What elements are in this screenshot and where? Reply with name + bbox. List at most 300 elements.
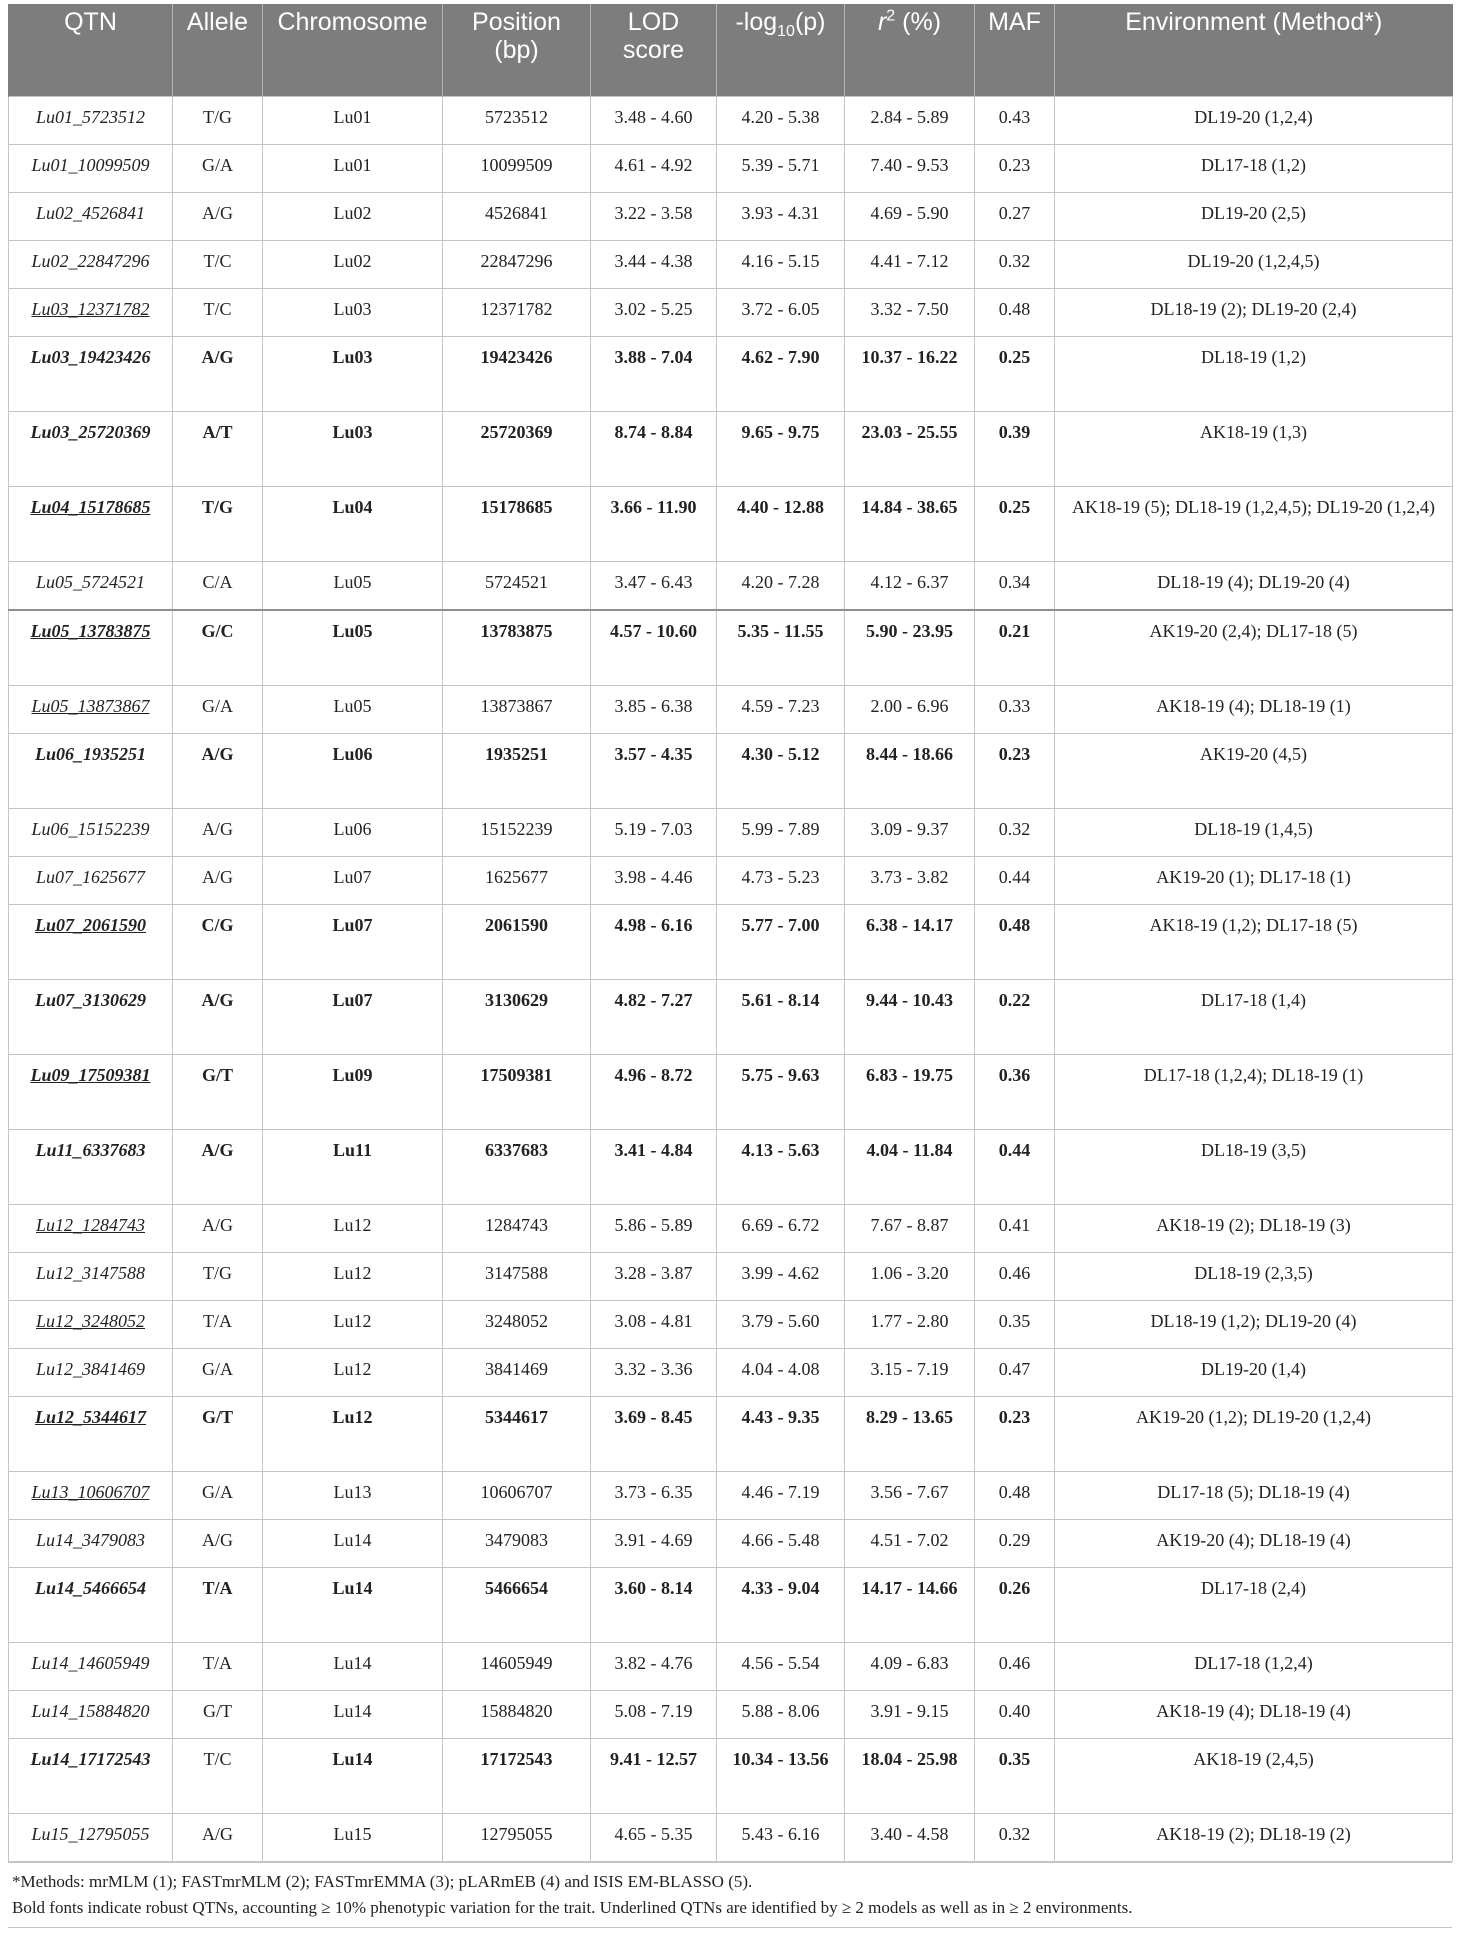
logp-cell <box>717 1301 845 1349</box>
maf-cell <box>975 97 1055 145</box>
lod-cell-text: 5.08 - 7.19 <box>614 1701 693 1721</box>
chromosome-cell <box>263 412 443 487</box>
qtn-cell <box>9 145 173 193</box>
maf-cell <box>975 857 1055 905</box>
logp-cell-text: 5.43 - 6.16 <box>741 1824 820 1844</box>
chromosome-cell-text: Lu02 <box>333 203 372 223</box>
environment-cell-text: AK19-20 (4); DL18-19 (4) <box>1156 1530 1351 1550</box>
chromosome-cell-text: Lu09 <box>332 1065 373 1085</box>
position-cell-text: 22847296 <box>480 251 553 271</box>
lod-cell-text: 3.44 - 4.38 <box>614 251 693 271</box>
r2-cell-text: 3.09 - 9.37 <box>870 819 949 839</box>
r2-cell-text: 2.84 - 5.89 <box>870 107 949 127</box>
r2-cell-text: 10.37 - 16.22 <box>861 347 958 367</box>
logp-cell-text: 5.77 - 7.00 <box>741 915 820 935</box>
position-cell <box>443 1568 591 1643</box>
position-cell <box>443 97 591 145</box>
qtn-cell <box>9 1253 173 1301</box>
chromosome-cell <box>263 289 443 337</box>
environment-cell-text: DL18-19 (1,2); DL19-20 (4) <box>1150 1311 1357 1331</box>
lod-cell-text: 3.66 - 11.90 <box>610 497 697 517</box>
maf-cell-text: 0.33 <box>998 696 1031 716</box>
maf-cell-text: 0.27 <box>998 203 1031 223</box>
allele-cell <box>173 412 263 487</box>
table-row <box>9 241 1453 289</box>
logp-cell <box>717 337 845 412</box>
qtn-cell-text: Lu12_3248052 <box>35 1311 145 1331</box>
allele-cell-text: T/C <box>203 1749 232 1769</box>
allele-cell <box>173 1205 263 1253</box>
r2-cell <box>845 610 975 686</box>
maf-cell <box>975 289 1055 337</box>
lod-cell-text: 5.86 - 5.89 <box>614 1215 693 1235</box>
header-lod-line2: score <box>622 36 685 64</box>
logp-cell <box>717 1568 845 1643</box>
qtn-cell <box>9 809 173 857</box>
lod-cell <box>591 1472 717 1520</box>
maf-cell <box>975 412 1055 487</box>
header-logp <box>717 4 845 97</box>
maf-cell <box>975 1691 1055 1739</box>
allele-cell-text: G/A <box>202 1482 233 1502</box>
r2-cell-text: 4.04 - 11.84 <box>866 1140 953 1160</box>
lod-cell <box>591 1643 717 1691</box>
position-cell <box>443 1472 591 1520</box>
chromosome-cell-text: Lu02 <box>333 251 372 271</box>
r2-cell <box>845 1397 975 1472</box>
environment-cell <box>1055 734 1453 809</box>
position-cell-text: 10099509 <box>480 155 553 175</box>
position-cell-text: 3130629 <box>485 990 548 1010</box>
environment-cell-text: DL18-19 (4); DL19-20 (4) <box>1157 572 1350 592</box>
chromosome-cell-text: Lu03 <box>332 347 373 367</box>
maf-cell-text: 0.23 <box>998 744 1031 764</box>
chromosome-cell-text: Lu12 <box>333 1311 372 1331</box>
qtn-cell-text: Lu06_1935251 <box>34 744 146 764</box>
lod-cell <box>591 97 717 145</box>
chromosome-cell-text: Lu05 <box>333 696 372 716</box>
table-row <box>9 1472 1453 1520</box>
lod-cell-text: 3.88 - 7.04 <box>614 347 693 367</box>
table-row <box>9 1055 1453 1130</box>
allele-cell <box>173 289 263 337</box>
environment-cell <box>1055 1301 1453 1349</box>
environment-cell-text: AK19-20 (1); DL17-18 (1) <box>1156 867 1351 887</box>
allele-cell <box>173 97 263 145</box>
r2-cell <box>845 337 975 412</box>
header-lod-line1: LOD <box>627 8 680 36</box>
lod-cell-text: 5.19 - 7.03 <box>614 819 693 839</box>
position-cell <box>443 1301 591 1349</box>
maf-cell-text: 0.46 <box>998 1263 1031 1283</box>
position-cell-text: 10606707 <box>480 1482 553 1502</box>
environment-cell-text: DL19-20 (1,2,4,5) <box>1187 251 1320 271</box>
logp-cell-text: 4.33 - 9.04 <box>741 1578 820 1598</box>
allele-cell <box>173 734 263 809</box>
qtn-cell <box>9 610 173 686</box>
allele-cell <box>173 1397 263 1472</box>
qtn-cell <box>9 1643 173 1691</box>
position-cell-text: 5723512 <box>485 107 548 127</box>
chromosome-cell-text: Lu05 <box>332 621 373 641</box>
r2-cell <box>845 905 975 980</box>
chromosome-cell-text: Lu12 <box>333 1263 372 1283</box>
chromosome-cell <box>263 1643 443 1691</box>
table-row <box>9 905 1453 980</box>
qtn-cell <box>9 1130 173 1205</box>
qtn-cell <box>9 1814 173 1862</box>
qtn-cell-text: Lu15_12795055 <box>31 1824 150 1844</box>
position-cell-text: 3841469 <box>485 1359 548 1379</box>
chromosome-cell <box>263 905 443 980</box>
table-row <box>9 1691 1453 1739</box>
environment-cell-text: AK19-20 (2,4); DL17-18 (5) <box>1149 621 1358 641</box>
lod-cell-text: 8.74 - 8.84 <box>614 422 693 442</box>
maf-cell <box>975 734 1055 809</box>
r2-cell-text: 1.77 - 2.80 <box>870 1311 949 1331</box>
qtn-cell-text: Lu12_5344617 <box>34 1407 146 1427</box>
position-cell <box>443 610 591 686</box>
chromosome-cell-text: Lu04 <box>332 497 373 517</box>
qtn-cell-text: Lu11_6337683 <box>35 1140 146 1160</box>
qtn-cell <box>9 337 173 412</box>
lod-cell <box>591 857 717 905</box>
position-cell-text: 6337683 <box>485 1140 548 1160</box>
r2-cell-text: 18.04 - 25.98 <box>861 1749 958 1769</box>
table-row <box>9 1130 1453 1205</box>
maf-cell <box>975 1205 1055 1253</box>
allele-cell <box>173 857 263 905</box>
qtn-cell <box>9 734 173 809</box>
position-cell-text: 5344617 <box>485 1407 548 1427</box>
lod-cell-text: 4.98 - 6.16 <box>614 915 693 935</box>
lod-cell <box>591 734 717 809</box>
environment-cell-text: DL18-19 (3,5) <box>1201 1140 1306 1160</box>
chromosome-cell-text: Lu12 <box>333 1359 372 1379</box>
allele-cell-text: A/T <box>202 422 233 442</box>
lod-cell-text: 4.57 - 10.60 <box>610 621 697 641</box>
logp-cell-text: 5.39 - 5.71 <box>741 155 820 175</box>
position-cell <box>443 487 591 562</box>
position-cell-text: 17172543 <box>480 1749 553 1769</box>
allele-cell-text: G/A <box>202 155 233 175</box>
environment-cell <box>1055 1349 1453 1397</box>
r2-cell-text: 3.15 - 7.19 <box>870 1359 949 1379</box>
qtn-cell <box>9 412 173 487</box>
position-cell-text: 15178685 <box>480 497 553 517</box>
lod-cell <box>591 1130 717 1205</box>
qtn-cell-text: Lu14_5466654 <box>34 1578 146 1598</box>
lod-cell <box>591 1349 717 1397</box>
qtn-cell-text: Lu05_13873867 <box>31 696 150 716</box>
table-row <box>9 610 1453 686</box>
environment-cell <box>1055 241 1453 289</box>
r2-cell-text: 14.17 - 14.66 <box>861 1578 958 1598</box>
lod-cell <box>591 1205 717 1253</box>
lod-cell <box>591 241 717 289</box>
logp-cell <box>717 1643 845 1691</box>
qtn-cell-text: Lu12_3147588 <box>35 1263 145 1283</box>
r2-cell-text: 3.73 - 3.82 <box>870 867 949 887</box>
position-cell <box>443 562 591 611</box>
r2-cell-text: 9.44 - 10.43 <box>866 990 953 1010</box>
lod-cell <box>591 1301 717 1349</box>
chromosome-cell-text: Lu14 <box>333 1530 372 1550</box>
chromosome-cell <box>263 487 443 562</box>
maf-cell-text: 0.35 <box>998 1749 1031 1769</box>
r2-cell <box>845 1055 975 1130</box>
maf-cell-text: 0.21 <box>998 621 1031 641</box>
r2-cell <box>845 1130 975 1205</box>
chromosome-cell-text: Lu15 <box>333 1824 372 1844</box>
position-cell-text: 5724521 <box>485 572 548 592</box>
allele-cell-text: T/G <box>203 1263 232 1283</box>
chromosome-cell <box>263 1739 443 1814</box>
header-allele-label: Allele <box>186 8 249 36</box>
lod-cell-text: 4.82 - 7.27 <box>614 990 693 1010</box>
maf-cell <box>975 1349 1055 1397</box>
allele-cell-text: A/G <box>202 203 233 223</box>
table-row <box>9 980 1453 1055</box>
environment-cell-text: DL19-20 (1,4) <box>1201 1359 1306 1379</box>
maf-cell <box>975 487 1055 562</box>
allele-cell-text: T/A <box>202 1578 233 1598</box>
lod-cell <box>591 1691 717 1739</box>
position-cell <box>443 412 591 487</box>
lod-cell <box>591 289 717 337</box>
logp-cell-text: 4.30 - 5.12 <box>741 744 820 764</box>
table-row <box>9 1520 1453 1568</box>
qtn-cell <box>9 193 173 241</box>
allele-cell <box>173 1301 263 1349</box>
environment-cell-text: DL18-19 (2,3,5) <box>1194 1263 1313 1283</box>
logp-cell <box>717 734 845 809</box>
lod-cell-text: 4.61 - 4.92 <box>614 155 693 175</box>
allele-cell-text: A/G <box>202 819 233 839</box>
environment-cell <box>1055 1739 1453 1814</box>
environment-cell <box>1055 1520 1453 1568</box>
maf-cell <box>975 1739 1055 1814</box>
lod-cell <box>591 487 717 562</box>
qtn-cell <box>9 1739 173 1814</box>
environment-cell <box>1055 412 1453 487</box>
table-row <box>9 1739 1453 1814</box>
lod-cell-text: 3.08 - 4.81 <box>614 1311 693 1331</box>
allele-cell <box>173 1130 263 1205</box>
position-cell <box>443 1130 591 1205</box>
chromosome-cell-text: Lu06 <box>333 819 372 839</box>
logp-cell <box>717 289 845 337</box>
allele-cell-text: A/G <box>201 744 234 764</box>
qtn-cell <box>9 487 173 562</box>
r2-cell-text: 8.29 - 13.65 <box>866 1407 953 1427</box>
allele-cell <box>173 1739 263 1814</box>
maf-cell <box>975 1472 1055 1520</box>
qtn-cell-text: Lu05_5724521 <box>35 572 145 592</box>
chromosome-cell-text: Lu13 <box>333 1482 372 1502</box>
r2-cell <box>845 1349 975 1397</box>
r2-cell-text: 4.51 - 7.02 <box>870 1530 949 1550</box>
maf-cell-text: 0.44 <box>998 1140 1031 1160</box>
lod-cell <box>591 412 717 487</box>
position-cell <box>443 241 591 289</box>
chromosome-cell-text: Lu01 <box>333 107 372 127</box>
environment-cell-text: AK18-19 (5); DL18-19 (1,2,4,5); DL19-20 (1,2,4) <box>1072 497 1435 517</box>
position-cell <box>443 686 591 734</box>
table-row <box>9 1397 1453 1472</box>
header-lod <box>591 4 717 97</box>
table-row <box>9 1205 1453 1253</box>
logp-cell <box>717 1520 845 1568</box>
table-footnotes <box>8 1862 1452 1928</box>
maf-cell-text: 0.47 <box>998 1359 1031 1379</box>
logp-cell-text: 5.75 - 9.63 <box>741 1065 820 1085</box>
header-logp-prefix: -log <box>735 8 778 36</box>
table-row <box>9 193 1453 241</box>
maf-cell-text: 0.48 <box>998 915 1031 935</box>
r2-cell-text: 3.56 - 7.67 <box>870 1482 949 1502</box>
qtn-cell-text: Lu04_15178685 <box>30 497 151 517</box>
logp-cell <box>717 487 845 562</box>
table-row <box>9 1253 1453 1301</box>
table-body <box>9 97 1453 1862</box>
header-chromosome <box>263 4 443 97</box>
logp-cell <box>717 1472 845 1520</box>
r2-cell <box>845 1520 975 1568</box>
allele-cell <box>173 1691 263 1739</box>
allele-cell-text: A/G <box>202 1530 233 1550</box>
chromosome-cell <box>263 1520 443 1568</box>
qtn-cell-text: Lu13_10606707 <box>31 1482 150 1502</box>
environment-cell-text: AK18-19 (1,3) <box>1200 422 1307 442</box>
header-r2-suffix: (%) <box>895 8 942 36</box>
logp-cell <box>717 562 845 611</box>
maf-cell <box>975 145 1055 193</box>
r2-cell <box>845 1643 975 1691</box>
r2-cell <box>845 487 975 562</box>
r2-cell <box>845 289 975 337</box>
allele-cell <box>173 1520 263 1568</box>
logp-cell-text: 9.65 - 9.75 <box>741 422 820 442</box>
header-environment-label: Environment (Method*) <box>1125 8 1383 36</box>
environment-cell <box>1055 487 1453 562</box>
qtn-cell <box>9 857 173 905</box>
lod-cell <box>591 145 717 193</box>
qtn-cell-text: Lu14_3479083 <box>35 1530 145 1550</box>
logp-cell-text: 10.34 - 13.56 <box>732 1749 829 1769</box>
logp-cell <box>717 1814 845 1862</box>
lod-cell-text: 3.02 - 5.25 <box>614 299 693 319</box>
environment-cell <box>1055 905 1453 980</box>
position-cell <box>443 1205 591 1253</box>
chromosome-cell <box>263 1349 443 1397</box>
maf-cell <box>975 1643 1055 1691</box>
r2-cell <box>845 857 975 905</box>
lod-cell-text: 3.57 - 4.35 <box>614 744 693 764</box>
position-cell-text: 19423426 <box>480 347 553 367</box>
maf-cell <box>975 1055 1055 1130</box>
allele-cell-text: G/T <box>201 1407 233 1427</box>
allele-cell <box>173 1643 263 1691</box>
lod-cell-text: 3.82 - 4.76 <box>614 1653 693 1673</box>
logp-cell-text: 4.16 - 5.15 <box>741 251 820 271</box>
environment-cell-text: DL17-18 (2,4) <box>1201 1578 1306 1598</box>
maf-cell <box>975 905 1055 980</box>
logp-cell-text: 4.73 - 5.23 <box>741 867 820 887</box>
position-cell <box>443 857 591 905</box>
position-cell-text: 4526841 <box>485 203 548 223</box>
chromosome-cell <box>263 1130 443 1205</box>
r2-cell-text: 3.91 - 9.15 <box>870 1701 949 1721</box>
table-row <box>9 734 1453 809</box>
lod-cell <box>591 562 717 611</box>
logp-cell-text: 4.40 - 12.88 <box>737 497 824 517</box>
chromosome-cell-text: Lu01 <box>333 155 372 175</box>
qtn-cell-text: Lu14_14605949 <box>31 1653 150 1673</box>
allele-cell <box>173 145 263 193</box>
environment-cell <box>1055 97 1453 145</box>
logp-cell <box>717 1055 845 1130</box>
header-environment <box>1055 4 1453 97</box>
r2-cell-text: 1.06 - 3.20 <box>870 1263 949 1283</box>
r2-cell <box>845 1814 975 1862</box>
qtn-cell <box>9 97 173 145</box>
maf-cell-text: 0.22 <box>998 990 1031 1010</box>
allele-cell <box>173 1472 263 1520</box>
r2-cell <box>845 193 975 241</box>
chromosome-cell <box>263 1397 443 1472</box>
lod-cell <box>591 980 717 1055</box>
position-cell-text: 15884820 <box>480 1701 553 1721</box>
position-cell <box>443 1253 591 1301</box>
lod-cell-text: 4.96 - 8.72 <box>614 1065 693 1085</box>
header-logp-sub: 10 <box>777 23 795 40</box>
maf-cell-text: 0.48 <box>998 1482 1031 1502</box>
qtn-cell-text: Lu05_13783875 <box>30 621 151 641</box>
chromosome-cell <box>263 1301 443 1349</box>
table-row <box>9 1814 1453 1862</box>
chromosome-cell <box>263 1055 443 1130</box>
maf-cell <box>975 1814 1055 1862</box>
chromosome-cell <box>263 1253 443 1301</box>
allele-cell-text: T/C <box>203 299 232 319</box>
qtn-table-container <box>8 4 1452 1928</box>
qtn-cell-text: Lu06_15152239 <box>31 819 150 839</box>
r2-cell-text: 7.67 - 8.87 <box>870 1215 949 1235</box>
environment-cell <box>1055 1055 1453 1130</box>
maf-cell-text: 0.41 <box>998 1215 1031 1235</box>
footnote-legend: Bold fonts indicate robust QTNs, accounting ≥ 10% phenotypic variation for the trait. Underlined QTNs are identified by ≥ 2 models as well as in ≥ 2 environments. <box>12 1898 1133 1917</box>
lod-cell <box>591 193 717 241</box>
maf-cell <box>975 241 1055 289</box>
maf-cell-text: 0.23 <box>998 155 1031 175</box>
qtn-cell <box>9 289 173 337</box>
qtn-cell-text: Lu02_22847296 <box>31 251 150 271</box>
logp-cell <box>717 980 845 1055</box>
r2-cell-text: 7.40 - 9.53 <box>870 155 949 175</box>
table-row <box>9 487 1453 562</box>
logp-cell <box>717 610 845 686</box>
r2-cell-text: 6.38 - 14.17 <box>866 915 953 935</box>
environment-cell <box>1055 1205 1453 1253</box>
lod-cell-text: 3.73 - 6.35 <box>614 1482 693 1502</box>
lod-cell <box>591 905 717 980</box>
chromosome-cell-text: Lu14 <box>333 1653 372 1673</box>
maf-cell <box>975 1301 1055 1349</box>
r2-cell <box>845 1691 975 1739</box>
environment-cell-text: AK19-20 (1,2); DL19-20 (1,2,4) <box>1136 1407 1371 1427</box>
maf-cell-text: 0.34 <box>998 572 1031 592</box>
